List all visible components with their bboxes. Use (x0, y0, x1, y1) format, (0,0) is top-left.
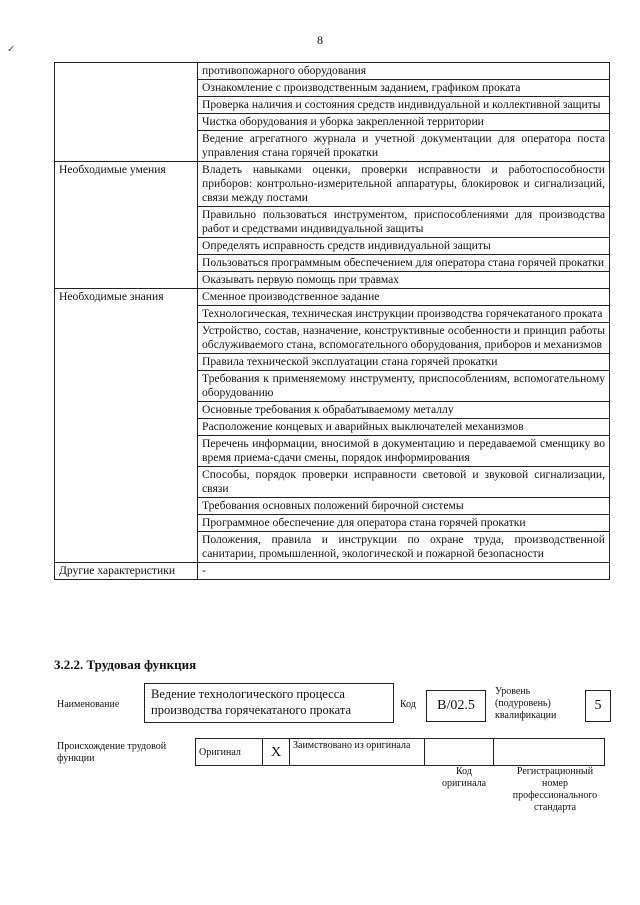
table-row (55, 63, 610, 80)
original-cell (196, 739, 263, 766)
table-cell: Устройство, состав, назначение, конструктивные особенности и принцип работы обслуживаемого стана, вспомогательного оборудования, приборов и механизмов (198, 323, 610, 354)
row-category-label (55, 63, 198, 162)
table-cell: Чистка оборудования и уборка закрепленной территории (198, 114, 610, 131)
origin-table (195, 738, 605, 766)
function-code-box: B/02.5 (426, 690, 486, 722)
function-name-box: Ведение технологического процесса производства горячекатаного проката (144, 683, 394, 723)
origin-label: Происхождение трудовой функции (57, 741, 167, 764)
table-cell: Основные требования к обрабатываемому металлу (198, 402, 610, 419)
table-cell: Способы, порядок проверки исправности световой и звуковой сигнализации, связи (198, 467, 610, 498)
table-row (55, 289, 610, 306)
original-label: Оригинал (199, 746, 241, 758)
row-category-label: Другие характеристики (55, 563, 198, 580)
table-cell: Сменное производственное задание (198, 289, 610, 306)
table-cell: Владеть навыками оценки, проверки исправности и работоспособности приборов: контрольно-измерительной аппаратуры, блокировок и сигнализаций, связи между постами (198, 162, 610, 207)
row-category-label: Необходимые знания (55, 289, 198, 563)
original-mark: X (263, 739, 290, 766)
qualification-level-box: 5 (585, 690, 611, 722)
table-cell: Ведение агрегатного журнала и учетной документации для оператора поста управления стана горячей прокатки (198, 131, 610, 162)
table-row (55, 162, 610, 207)
page-number: 8 (317, 33, 323, 47)
table-cell: Пользоваться программным обеспечением для оператора стана горячей прокатки (198, 255, 610, 272)
code-original-caption: Код оригинала (441, 766, 487, 789)
table-cell: Программное обеспечение для оператора стана горячей прокатки (198, 515, 610, 532)
table-cell: Перечень информации, вносимой в документацию и передаваемой сменщику во время приема-сдачи смены, порядок информирования (198, 436, 610, 467)
competency-table (54, 62, 610, 580)
borrowed-label: Заимствовано из оригинала (290, 739, 425, 766)
code-label: Код (400, 699, 416, 710)
table-cell: Правильно пользоваться инструментом, приспособлениями для производства работ и средствами индивидуальной защиты (198, 207, 610, 238)
table-cell: Положения, правила и инструкции по охране труда, производственной санитарии, промышленной, экологической и пожарной безопасности (198, 532, 610, 563)
table-cell: Технологическая, техническая инструкции производства горячекатаного проката (198, 306, 610, 323)
table-cell: Ознакомление с производственным заданием, графиком проката (198, 80, 610, 97)
table-cell: Расположение концевых и аварийных выключателей механизмов (198, 419, 610, 436)
table-cell: Требования к применяемому инструменту, приспособлениям, вспомогательному оборудованию (198, 371, 610, 402)
table-cell: Требования основных положений бирочной системы (198, 498, 610, 515)
table-cell: Проверка наличия и состояния средств индивидуальной и коллективной защиты (198, 97, 610, 114)
section-title: 3.2.2. Трудовая функция (54, 657, 197, 672)
table-row (55, 563, 610, 580)
reg-number-cell (494, 739, 605, 766)
level-label: Уровень (подуровень) квалификации (495, 686, 557, 721)
table-cell: Правила технической эксплуатации стана горячей прокатки (198, 354, 610, 371)
table-cell: - (198, 563, 610, 580)
table-cell: Оказывать первую помощь при травмах (198, 272, 610, 289)
row-category-label: Необходимые умения (55, 162, 198, 289)
reg-number-caption: Регистрационный номер профессионального стандарта (512, 766, 598, 813)
table-cell: противопожарного оборудования (198, 63, 610, 80)
name-label: Наименование (57, 699, 120, 710)
scan-speck: ✓ (7, 44, 16, 55)
code-original-cell (425, 739, 494, 766)
table-cell: Определять исправность средств индивидуальной защиты (198, 238, 610, 255)
